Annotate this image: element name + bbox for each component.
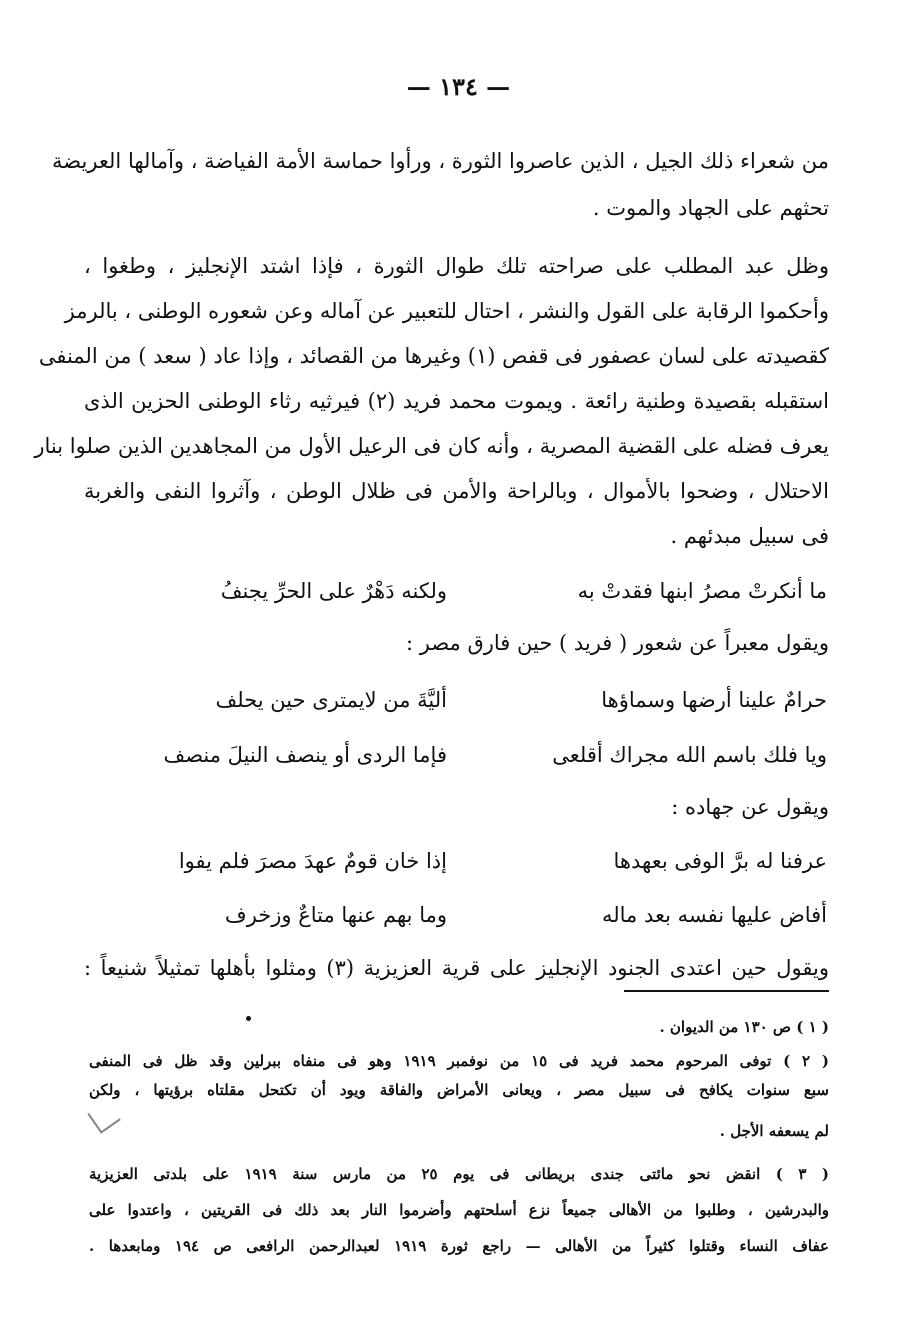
paragraph-2-line-3: كقصيدته على لسان عصفور فى قفص (١) وغيرها من القصائد ، وإذا عاد ( سعد ) من المنفى: [38, 344, 829, 368]
verse-3a-hemistich-second: إذا خان قومٌ عهدَ مصرَ فلم يفوا: [178, 849, 447, 873]
footnote-3-line-2: والبدرشين ، وطلبوا من الأهالى جميعاً نزع أسلحتهم وأضرموا النار بعد ذلك فى القريتين ، واعتدوا على: [89, 1201, 829, 1219]
paragraph-1-line-1: من شعراء ذلك الجيل ، الذين عاصروا الثورة ، ورأوا حماسة الأمة الفياضة ، وآمالها العريضة: [52, 149, 829, 173]
footnote-2-line-3: لم يسعفه الأجل .: [719, 1122, 829, 1140]
verse-2b-hemistich-second: فإما الردى أو ينصف النيلَ منصف: [163, 743, 447, 767]
verse-1-hemistich-first: ما أنكرتْ مصرُ ابنها فقدتْ به: [577, 579, 827, 603]
paragraph-2-line-4: استقبله بقصيدة وطنية رائعة . ويموت محمد فريد (٢) فيرثيه رثاء الوطنى الحزين الذى: [84, 389, 830, 413]
verse-2a-hemistich-second: أليَّةَ من لايمترى حين يحلف: [215, 688, 447, 712]
footnote-3-line-3: عفاف النساء وقتلوا كثيراً من الأهالى — راجع ثورة ١٩١٩ لعبدالرحمن الرافعى ص ١٩٤ ومابعدها .: [89, 1237, 829, 1255]
footnote-2-line-2: سبع سنوات يكافح فى سبيل مصر ، ويعانى الأمراض والفاقة ويود أن تكتحل مقلتاه برؤيتها ، ولكن: [89, 1081, 829, 1099]
intro-3: ويقول عن جهاده :: [671, 795, 829, 819]
footnote-2-line-1: ( ٢ ) توفى المرحوم محمد فريد فى ١٥ من نوفمبر ١٩١٩ وهو فى منفاه ببرلين وقد ظل فى المنفى: [89, 1052, 829, 1070]
paragraph-2-line-7: فى سبيل مبدئهم .: [670, 524, 829, 548]
footnote-divider: [624, 990, 829, 992]
paragraph-2-line-5: يعرف فضله على القضية المصرية ، وأنه كان فى الرعيل الأول من المجاهدين الذين صلوا بنار: [34, 434, 829, 458]
paragraph-2-line-1: وظل عبد المطلب على صراحته تلك طوال الثورة ، فإذا اشتد الإنجليز ، وطغوا ،: [84, 254, 829, 278]
intro-2: ويقول معبراً عن شعور ( فريد ) حين فارق مصر :: [405, 631, 829, 655]
verse-3b-hemistich-second: وما بهم عنها متاعٌ وزخرف: [224, 903, 447, 927]
verse-2a-hemistich-first: حرامٌ علينا أرضها وسماؤها: [601, 688, 827, 712]
paragraph-1-line-2: تحثهم على الجهاد والموت .: [592, 196, 829, 220]
paragraph-2-line-6: الاحتلال ، وضحوا بالأموال ، وبالراحة والأمن فى ظلال الوطن ، وآثروا النفى والغربة: [84, 479, 829, 503]
page-number: — ١٣٤ —: [406, 72, 511, 101]
intro-4: ويقول حين اعتدى الجنود الإنجليز على قرية العزيزية (٣) ومثلوا بأهلها تمثيلاً شنيعاً :: [84, 956, 830, 980]
verse-3b-hemistich-first: أفاض عليها نفسه بعد ماله: [601, 903, 827, 927]
footnote-1: ( ١ ) ص ١٣٠ من الديوان .: [659, 1018, 829, 1036]
verse-2b-hemistich-first: ويا فلك باسم الله مجراك أقلعى: [552, 743, 827, 767]
footnote-3-line-1: ( ٣ ) انقض نحو مائتى جندى بريطانى فى يوم ٢٥ من مارس سنة ١٩١٩ على بلدتى العزيزية: [89, 1165, 829, 1183]
paragraph-2-line-2: وأحكموا الرقابة على القول والنشر ، احتال للتعبير عن آماله وعن شعوره الوطنى ، بالرمز: [64, 299, 829, 323]
verse-3a-hemistich-first: عرفنا له برَّ الوفى بعهدها: [613, 849, 827, 873]
verse-1-hemistich-second: ولكنه دَهْرٌ على الحرِّ يجنفُ: [220, 579, 447, 603]
